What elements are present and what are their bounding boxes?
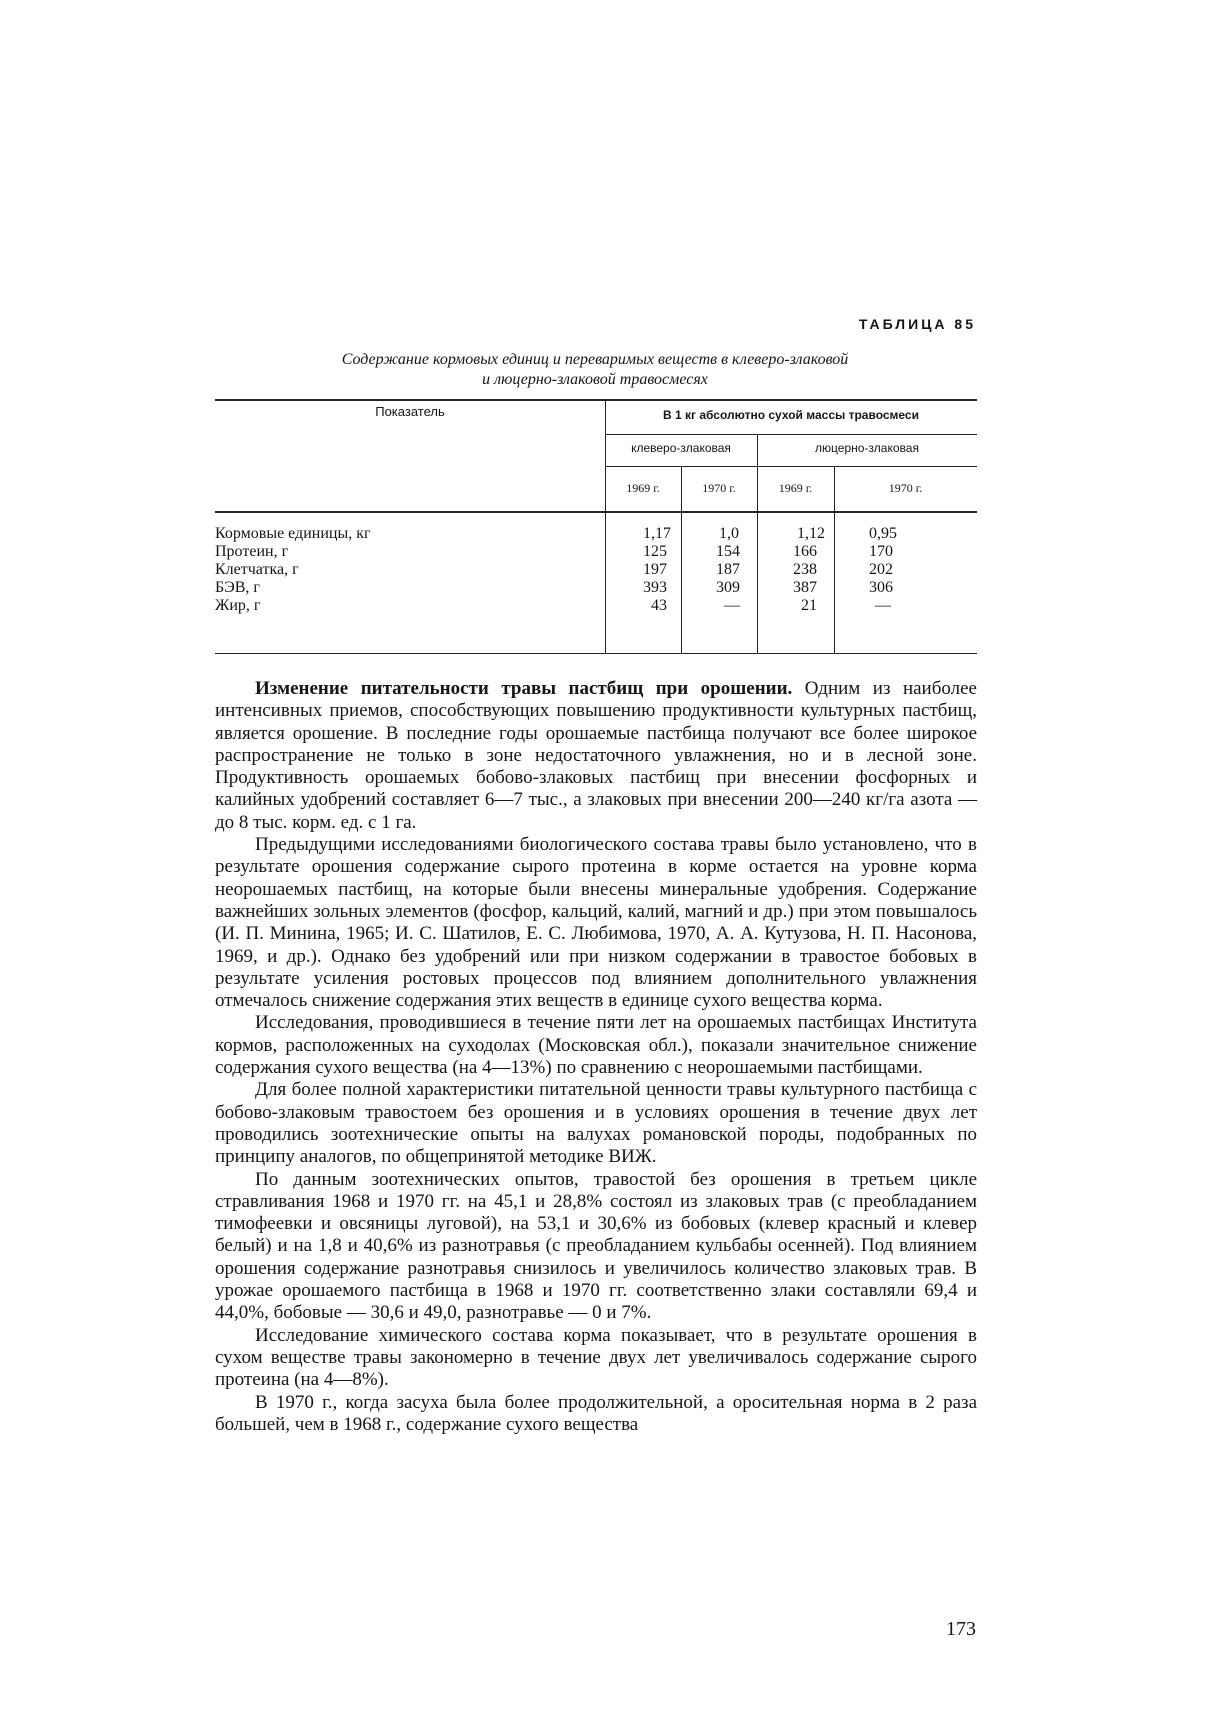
row-label-protein: Протеин, г xyxy=(215,543,289,560)
table-bottom-rule xyxy=(215,653,977,654)
section-heading: Изменение питательности травы пастбищ при орошении. xyxy=(255,678,793,699)
paragraph-1-text: Одним из наиболее интенсивных приемов, способствующих повышению продуктивности культурных пастбищ, является орошение. В последние годы орошаемые пастбища получают все более широкое распространение не только в зоне недостаточного увлажнения, но и в лесной зоне. Продуктивность орошаемых бобово-злаковых пастбищ при внесении фосфорных и калийных удобрений составляет 6—7 тыс., а злаковых при внесении 200—240 кг/га азота — до 8 тыс. корм. ед. с 1 га. xyxy=(215,678,977,833)
paragraph-6: Исследование химического состава корма показывает, что в результате орошения в сухом веществе травы закономерно в течение двух лет увеличивалось содержание сырого протеина (на 4—8%). xyxy=(215,1324,977,1391)
article-body xyxy=(215,678,977,1436)
row-label-fat: Жир, г xyxy=(215,597,261,614)
table-cell: 309 xyxy=(716,579,740,596)
paragraph-5: По данным зоотехнических опытов, травостой без орошения в третьем цикле стравливания 1968 и 1970 гг. на 45,1 и 28,8% состоял из злаковых трав (с преобладанием тимофеевки и овсяницы луговой), на 53,1 и 30,6% из бобовых (клевер красный и клевер белый) и на 1,8 и 40,6% из разнотравья (с преобладанием кульбабы осенней). Под влиянием орошения содержание разнотравья снизилось и увеличилось количество злаковых трав. В урожае орошаемого пастбища в 1968 и 1970 гг. соответственно злаки составляли 69,4 и 44,0%, бобовые — 30,6 и 49,0, разнотравье — 0 и 7%. xyxy=(215,1168,977,1324)
table-cell: 166 xyxy=(793,543,817,560)
paragraph-4: Для более полной характеристики питательной ценности травы культурного пастбища с бобово-злаковым травостоем без орошения и в условиях орошения в течение двух лет проводились зоотехнические опыты на валухах романовской породы, подобранных по принципу аналогов, по общепринятой методике ВИЖ. xyxy=(215,1079,977,1168)
row-label-feed-units: Кормовые единицы, кг xyxy=(215,525,371,542)
header-group-rule xyxy=(605,434,977,435)
table-cell: 238 xyxy=(793,561,817,578)
header-mix-clover: клеверо-злаковая xyxy=(631,441,731,455)
table-label: ТАБЛИЦА 85 xyxy=(858,316,976,332)
row-label-fiber: Клетчатка, г xyxy=(215,561,299,578)
table-cell: 1,12 xyxy=(797,525,825,542)
paragraph-3: Исследования, проводившиеся в течение пяти лет на орошаемых пастбищах Института кормов, расположенных на суходолах (Московская обл.), показали значительное снижение содержания сухого вещества (на 4—13%) по сравнению с неорошаемыми пастбищами. xyxy=(215,1012,977,1079)
header-bottom-rule xyxy=(215,511,977,513)
table-cell: 1,17 xyxy=(643,525,671,542)
page-number: 173 xyxy=(946,1618,976,1640)
header-year-1: 1969 г. xyxy=(626,481,660,495)
header-mix-rule xyxy=(605,466,977,467)
header-year-3: 1969 г. xyxy=(778,481,813,495)
table-cell: — xyxy=(875,597,891,614)
header-mix-alfalfa: люцерно-злаковая xyxy=(815,441,919,455)
table-cell: 1,0 xyxy=(719,525,739,542)
table-cell: 125 xyxy=(643,543,667,560)
header-group: В 1 кг абсолютно сухой массы травосмеси xyxy=(663,408,919,422)
col-rule-3 xyxy=(757,434,758,653)
table-cell: — xyxy=(724,597,740,614)
paragraph-7: В 1970 г., когда засуха была более продолжительной, а оросительная норма в 2 раза большей, чем в 1968 г., содержание сухого вещества xyxy=(215,1391,977,1435)
table-cell: 187 xyxy=(716,561,740,578)
table-cell: 306 xyxy=(869,579,893,596)
paragraph-1 xyxy=(215,678,977,834)
caption-line-1: Содержание кормовых единиц и переваримых веществ в клеверо-злаковой xyxy=(341,351,849,368)
table-top-rule xyxy=(215,399,977,401)
table-caption xyxy=(215,350,975,390)
table-cell: 43 xyxy=(651,597,667,614)
row-label-nfe: БЭВ, г xyxy=(215,579,260,596)
table-cell: 170 xyxy=(869,543,893,560)
table-cell: 197 xyxy=(643,561,667,578)
table-cell: 154 xyxy=(716,543,740,560)
table-cell: 393 xyxy=(643,579,667,596)
table-cell: 387 xyxy=(793,579,817,596)
table-cell: 0,95 xyxy=(869,525,897,542)
table-cell: 202 xyxy=(869,561,893,578)
table-cell: 21 xyxy=(801,597,817,614)
header-year-4: 1970 г. xyxy=(888,481,923,495)
header-year-2: 1970 г. xyxy=(702,481,736,495)
paragraph-2: Предыдущими исследованиями биологического состава травы было установлено, что в результате орошения содержание сырого протеина в корме остается на уровне корма неорошаемых пастбищ, на которые были внесены минеральные удобрения. Содержание важнейших зольных элементов (фосфор, кальций, калий, магний и др.) при этом повышалось (И. П. Минина, 1965; И. С. Шатилов, Е. С. Любимова, 1970, А. А. Кутузова, Н. П. Насонова, 1969, и др.). Однако без удобрений или при низком содержании в травостое бобовых в результате усиления ростовых процессов под влиянием дополнительного увлажнения отмечалось снижение содержания этих веществ в единице сухого вещества корма. xyxy=(215,834,977,1012)
data-table xyxy=(215,399,977,654)
col-rule-1 xyxy=(605,399,606,653)
caption-line-2: и люцерно-злаковой травосмесях xyxy=(482,371,708,388)
header-indicator: Показатель xyxy=(375,404,445,419)
